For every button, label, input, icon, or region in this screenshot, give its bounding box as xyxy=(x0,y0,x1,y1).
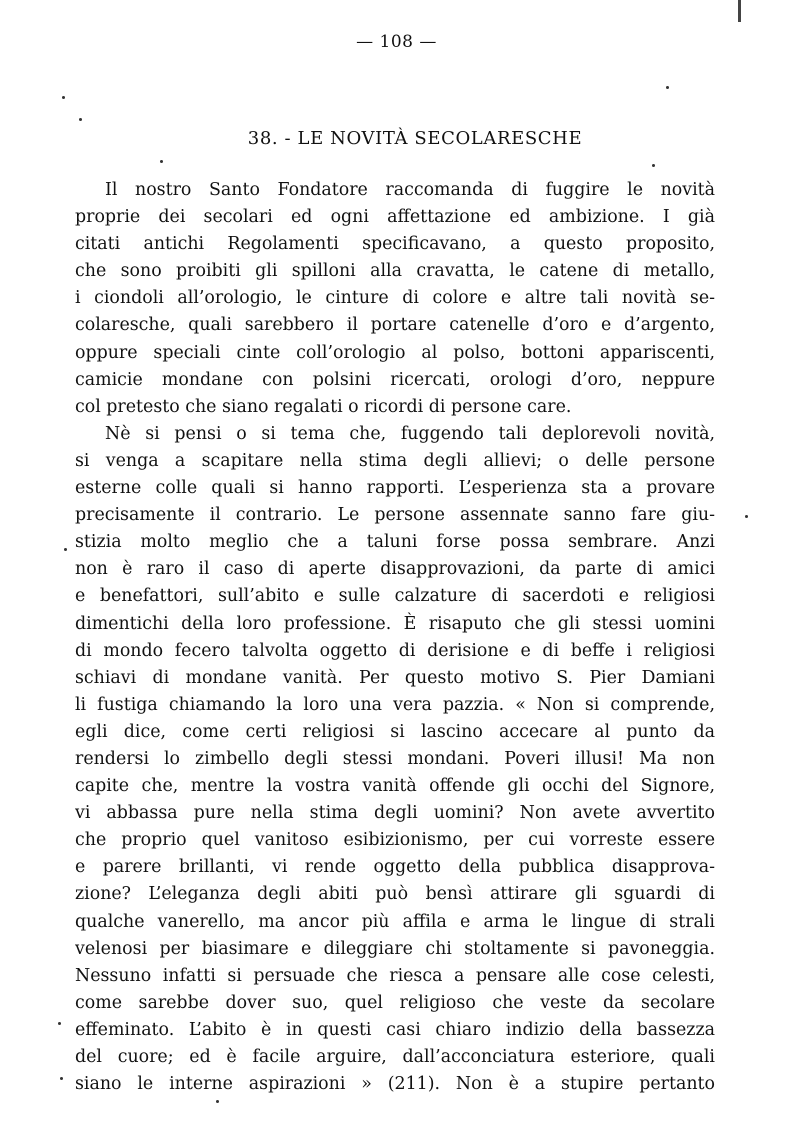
text-line: oppure speciali cinte coll’orologio al polso, bottoni appariscenti, xyxy=(75,342,715,363)
text-line: Nessuno infatti si persuade che riesca a pensare alle cose celesti, xyxy=(75,965,715,986)
text-line: non è raro il caso di aperte disapprovazioni, da parte di amici xyxy=(75,559,715,580)
scan-speck xyxy=(160,160,163,163)
text-line: rendersi lo zimbello degli stessi mondani. Poveri illusi! Ma non xyxy=(75,748,715,769)
text-line: qualche vanerello, ma ancor più affila e arma le lingue di strali xyxy=(75,911,715,932)
text-line: schiavi di mondane vanità. Per questo motivo S. Pier Damiani xyxy=(75,667,715,688)
scan-speck xyxy=(64,548,67,551)
scan-speck xyxy=(58,1022,61,1025)
text-line: proprie dei secolari ed ogni affettazione ed ambizione. I già xyxy=(75,207,715,228)
scan-speck xyxy=(652,164,655,167)
scan-speck xyxy=(60,1077,63,1080)
scan-speck xyxy=(666,86,669,89)
text-line: di mondo fecero talvolta oggetto di derisione e di beffe i religiosi xyxy=(75,640,715,661)
scan-edge-mark xyxy=(738,0,741,22)
scan-speck xyxy=(745,515,748,518)
text-line: che proprio quel vanitoso esibizionismo, per cui vorreste essere xyxy=(75,830,715,851)
text-line: colaresche, quali sarebbero il portare catenelle d’oro e d’argento, xyxy=(75,315,715,336)
scan-speck xyxy=(62,96,65,99)
text-line: precisamente il contrario. Le persone assennate sanno fare giu- xyxy=(75,505,715,526)
text-line: camicie mondane con polsini ricercati, orologi d’oro, neppure xyxy=(75,369,715,390)
text-line: i ciondoli all’orologio, le cinture di colore e altre tali novità se- xyxy=(75,288,715,309)
text-line: velenosi per biasimare e dileggiare chi stoltamente si pavoneggia. xyxy=(75,938,715,959)
text-line: effeminato. L’abito è in questi casi chiaro indizio della bassezza xyxy=(75,1019,715,1040)
text-line: stizia molto meglio che a taluni forse possa sembrare. Anzi xyxy=(75,532,715,553)
text-line: dimentichi della loro professione. È risaputo che gli stessi uomini xyxy=(75,613,715,634)
scan-speck xyxy=(79,118,82,121)
text-line: si venga a scapitare nella stima degli allievi; o delle persone xyxy=(75,450,715,471)
text-line: zione? L’eleganza degli abiti può bensì attirare gli sguardi di xyxy=(75,884,715,905)
text-line: Il nostro Santo Fondatore raccomanda di fuggire le novità xyxy=(105,180,715,200)
section-heading: 38. - LE NOVITÀ SECOLARESCHE xyxy=(247,128,583,149)
text-line: del cuore; ed è facile arguire, dall’acconciatura esteriore, quali xyxy=(75,1047,715,1067)
text-line: vi abbassa pure nella stima degli uomini? Non avete avvertito xyxy=(75,803,715,824)
text-line: egli dice, come certi religiosi si lascino accecare al punto da xyxy=(75,721,715,742)
scan-speck xyxy=(216,1100,219,1103)
text-line: citati antichi Regolamenti specificavano, a questo proposito, xyxy=(75,234,715,255)
body-text xyxy=(75,177,715,1098)
text-line: che sono proibiti gli spilloni alla cravatta, le catene di metallo, xyxy=(75,261,715,282)
text-line: col pretesto che siano regalati o ricordi di persone care. xyxy=(75,396,572,417)
text-line: e parere brillanti, vi rende oggetto della pubblica disapprova- xyxy=(75,857,715,878)
text-line: Nè si pensi o si tema che, fuggendo tali deplorevoli novità, xyxy=(105,423,715,444)
text-line: capite che, mentre la vostra vanità offende gli occhi del Signore, xyxy=(75,776,715,797)
page-number: — 108 — xyxy=(356,32,437,52)
text-line: li fustiga chiamando la loro una vera pazzia. « Non si comprende, xyxy=(75,694,715,715)
text-line: come sarebbe dover suo, quel religioso che veste da secolare xyxy=(75,992,715,1013)
text-line: siano le interne aspirazioni » (211). Non è a stupire pertanto xyxy=(75,1074,715,1095)
text-line: esterne colle quali si hanno rapporti. L’esperienza sta a provare xyxy=(75,478,715,499)
text-line: e benefattori, sull’abito e sulle calzature di sacerdoti e religiosi xyxy=(75,586,715,607)
